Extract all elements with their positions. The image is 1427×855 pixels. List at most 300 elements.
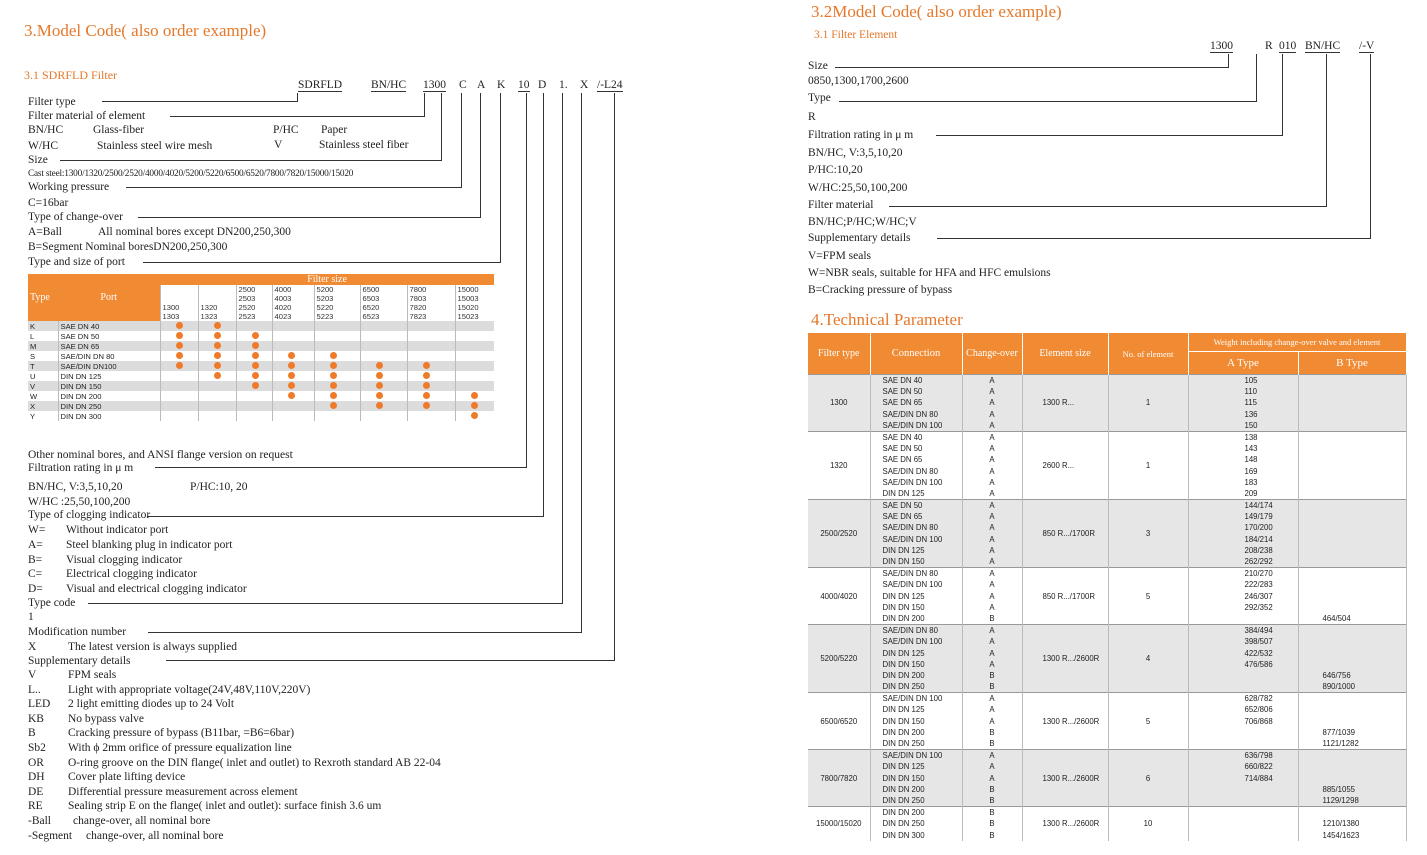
- cell-line: DIN DN 150: [882, 716, 925, 726]
- element-size-cell: 1300 R...: [1022, 375, 1108, 432]
- cell-line: A: [989, 534, 995, 544]
- cell-line: 636/798: [1244, 751, 1273, 761]
- availability-cell: [272, 341, 314, 351]
- cell-line: SAE DN 65: [882, 512, 923, 522]
- available-dot-icon: [288, 372, 295, 379]
- clogging-indicator-label: Type of clogging indicator: [28, 509, 151, 521]
- text: Other nominal bores, and ANSI flange version on request: [28, 449, 293, 461]
- supplementary-desc: FPM seals: [68, 669, 117, 681]
- text: Glass-fiber: [93, 124, 145, 136]
- supplementary-code: Sb2: [28, 742, 46, 754]
- cell-line: SAE/DIN DN 100: [882, 477, 943, 487]
- change-over-cell: [962, 568, 1022, 625]
- code-part: BN/HC: [371, 79, 407, 91]
- change-over-header: Change-over: [962, 333, 1022, 375]
- size-column-header: [272, 285, 314, 321]
- availability-cell: [198, 391, 236, 401]
- available-dot-icon: [252, 362, 259, 369]
- table-row: [28, 361, 494, 371]
- availability-cell: [314, 401, 360, 411]
- size-column-header: [314, 285, 360, 321]
- table-row: [808, 693, 1406, 750]
- cell-line: DIN DN 150: [882, 557, 925, 566]
- table-row: [28, 331, 494, 341]
- availability-cell: [272, 361, 314, 371]
- cell-line: B: [989, 682, 995, 692]
- available-dot-icon: [252, 372, 259, 379]
- size-label: 2523: [238, 312, 256, 321]
- availability-cell: [160, 381, 198, 391]
- availability-cell: [236, 411, 272, 421]
- element-size-cell: 1300 R.../2600R: [1022, 750, 1108, 807]
- cell-line: A: [989, 602, 995, 612]
- port-name: SAE DN 65: [58, 341, 160, 351]
- cell-line: [1245, 784, 1295, 795]
- cell-line: 105: [1244, 376, 1258, 385]
- size-label: 15000: [457, 285, 479, 294]
- cell-line: A: [989, 512, 995, 522]
- cell-line: SAE DN 40: [882, 376, 923, 385]
- cell-line: A: [989, 523, 995, 533]
- indicator-desc: Steel blanking plug in indicator port: [66, 538, 233, 551]
- available-dot-icon: [376, 392, 383, 399]
- cell-line: DIN DN 150: [882, 659, 925, 669]
- availability-cell: [198, 401, 236, 411]
- filter-type-cell: 6500/6520: [808, 693, 870, 750]
- port-type-code: S: [30, 351, 36, 361]
- size-label: 1323: [200, 312, 218, 321]
- code-part: X: [580, 79, 589, 91]
- cell-line: DIN DN 125: [882, 648, 925, 658]
- code-part: K: [497, 79, 506, 91]
- code-part: 1300: [423, 79, 446, 91]
- cell-line: A: [989, 545, 995, 555]
- cell-line: DIN DN 150: [882, 773, 925, 783]
- cell-line: [1323, 750, 1403, 761]
- available-dot-icon: [423, 392, 430, 399]
- cell-line: 1454/1623: [1322, 830, 1360, 840]
- availability-cell: [407, 351, 455, 361]
- connection-cell: [870, 568, 962, 625]
- port-name: DIN DN 300: [58, 411, 160, 421]
- available-dot-icon: [176, 322, 183, 329]
- cell-line: 150: [1244, 420, 1258, 430]
- availability-cell: [455, 351, 494, 361]
- table-row: [808, 431, 1406, 499]
- availability-cell: [407, 361, 455, 371]
- availability-cell: [407, 331, 455, 341]
- availability-cell: [272, 371, 314, 381]
- cell-line: 246/307: [1244, 591, 1273, 601]
- element-code-line: Filter material: [808, 199, 874, 211]
- table-row: [808, 568, 1406, 625]
- cell-line: A: [989, 409, 995, 419]
- connection-cell: [870, 807, 962, 841]
- cell-line: [1323, 534, 1403, 545]
- availability-cell: [236, 381, 272, 391]
- port-name: DIN DN 250: [58, 401, 160, 411]
- indicator-desc: Without indicator port: [66, 524, 169, 536]
- available-dot-icon: [471, 412, 478, 419]
- availability-cell: [236, 341, 272, 351]
- text: W/HC: [28, 140, 59, 152]
- port-name: DIN DN 200: [58, 391, 160, 401]
- cell-line: 169: [1244, 466, 1258, 476]
- change-over-cell: [962, 693, 1022, 750]
- cell-line: SAE/DIN DN 80: [882, 626, 938, 636]
- cell-line: SAE/DIN DN 80: [882, 569, 938, 579]
- type-header: Type: [28, 274, 58, 321]
- text: V: [274, 139, 283, 151]
- port-type-code: L: [30, 331, 35, 341]
- supplementary-code: DH: [28, 771, 45, 784]
- cell-line: [1323, 648, 1403, 659]
- text: BN/HC: [28, 124, 64, 136]
- a-type-cell: [1188, 568, 1298, 625]
- availability-cell: [407, 391, 455, 401]
- cell-line: A: [989, 773, 995, 783]
- cell-line: 464/504: [1322, 613, 1351, 623]
- size-column-header: [407, 285, 455, 321]
- a-type-cell: [1188, 807, 1298, 841]
- availability-cell: [455, 331, 494, 341]
- element-size-cell: 2600 R...: [1022, 431, 1108, 499]
- element-size-cell: 850 R.../1700R: [1022, 500, 1108, 568]
- code-part: SDRFLD: [298, 79, 343, 91]
- cell-line: 110: [1244, 387, 1257, 397]
- indicator-code: D=: [28, 583, 43, 596]
- cell-line: 628/782: [1244, 694, 1273, 704]
- connection-cell: [870, 500, 962, 568]
- cell-line: DIN DN 200: [882, 670, 925, 680]
- cell-line: DIN DN 200: [882, 727, 925, 737]
- cell-line: [1323, 443, 1403, 454]
- cell-line: [1323, 488, 1403, 499]
- code-part: A: [477, 79, 486, 91]
- cell-line: SAE DN 50: [882, 387, 923, 397]
- element-code-line: BN/HC, V:3,5,10,20: [808, 147, 903, 159]
- cell-line: B: [989, 830, 995, 840]
- cell-line: SAE/DIN DN 100: [882, 694, 943, 704]
- text: BN/HC, V:3,5,10,20: [28, 481, 123, 493]
- element-code-line: Filtration rating in μ m: [808, 129, 914, 141]
- port-name: SAE/DIN DN 80: [58, 351, 160, 361]
- cell-line: [1323, 420, 1403, 431]
- table-row: [28, 371, 494, 381]
- size-label: 1303: [162, 312, 180, 321]
- availability-cell: [455, 371, 494, 381]
- available-dot-icon: [330, 392, 337, 399]
- cell-line: [1323, 659, 1403, 670]
- cell-line: SAE/DIN DN 80: [882, 523, 938, 533]
- availability-cell: [198, 351, 236, 361]
- element-code-line: BN/HC;P/HC;W/HC;V: [808, 216, 917, 228]
- element-code-line: W=NBR seals, suitable for HFA and HFC emulsions: [808, 267, 1051, 279]
- b-type-cell: [1298, 750, 1406, 807]
- code-part: /-L24: [597, 79, 623, 91]
- supplementary-code: B: [28, 727, 36, 740]
- cell-line: A: [989, 705, 995, 715]
- element-code-line: Type: [808, 92, 831, 104]
- available-dot-icon: [288, 392, 295, 399]
- available-dot-icon: [330, 402, 337, 409]
- availability-cell: [272, 331, 314, 341]
- cell-line: 115: [1244, 398, 1257, 408]
- cell-line: SAE/DIN DN 100: [882, 751, 943, 761]
- text: Stainless steel fiber: [319, 139, 409, 151]
- cell-line: SAE/DIN DN 100: [882, 534, 943, 544]
- cell-line: DIN DN 125: [882, 762, 925, 772]
- element-code-line: Size: [808, 60, 828, 72]
- available-dot-icon: [376, 372, 383, 379]
- cell-line: 208/238: [1244, 545, 1273, 555]
- availability-cell: [360, 361, 407, 371]
- cell-line: [1245, 738, 1295, 749]
- b-type-cell: [1298, 375, 1406, 432]
- supplementary-desc: Cracking pressure of bypass (B11bar, =B6=6bar): [68, 727, 295, 740]
- availability-cell: [314, 391, 360, 401]
- availability-cell: [198, 341, 236, 351]
- text: W/HC :25,50,100,200: [28, 496, 131, 508]
- cell-line: A: [989, 569, 995, 579]
- availability-cell: [160, 411, 198, 421]
- cell-line: DIN DN 125: [882, 488, 925, 498]
- b-type-header: B Type: [1298, 352, 1406, 375]
- availability-cell: [360, 401, 407, 411]
- element-code-line: B=Cracking pressure of bypass: [808, 284, 953, 296]
- supplementary-code: OR: [28, 756, 44, 769]
- availability-cell: [455, 381, 494, 391]
- cell-line: 398/507: [1244, 637, 1273, 647]
- availability-cell: [314, 381, 360, 391]
- filter-type-cell: 5200/5220: [808, 625, 870, 693]
- availability-cell: [198, 331, 236, 341]
- availability-cell: [236, 391, 272, 401]
- cell-line: DIN DN 200: [882, 784, 925, 794]
- availability-cell: [314, 341, 360, 351]
- availability-cell: [455, 411, 494, 421]
- change-over-cell: [962, 807, 1022, 841]
- cell-line: [1245, 830, 1295, 841]
- right-subtitle: 3.1 Filter Element: [814, 29, 898, 41]
- availability-cell: [314, 371, 360, 381]
- cell-line: 148: [1244, 455, 1258, 465]
- supplementary-code: V: [28, 669, 37, 681]
- port-type-code: W: [30, 391, 38, 401]
- port-name: SAE DN 40: [58, 321, 160, 331]
- cell-line: [1323, 454, 1403, 465]
- change-over-cell: [962, 500, 1022, 568]
- cell-line: [1323, 397, 1403, 408]
- supplementary-desc: 2 light emitting diodes up to 24 Volt: [68, 698, 235, 711]
- indicator-desc: Electrical clogging indicator: [66, 568, 197, 581]
- port-type-code: V: [28, 381, 58, 391]
- cell-line: SAE DN 65: [882, 455, 923, 465]
- availability-cell: [160, 361, 198, 371]
- b-type-cell: [1298, 693, 1406, 750]
- availability-cell: [236, 401, 272, 411]
- availability-cell: [198, 371, 236, 381]
- availability-cell: [272, 391, 314, 401]
- cell-line: A: [989, 420, 995, 430]
- available-dot-icon: [176, 332, 183, 339]
- size-label: 4020: [274, 303, 292, 312]
- availability-cell: [407, 381, 455, 391]
- table-row: [28, 381, 494, 391]
- cell-line: B: [989, 808, 995, 818]
- a-type-cell: [1188, 431, 1298, 499]
- availability-cell: [360, 351, 407, 361]
- available-dot-icon: [376, 402, 383, 409]
- port-type-label: Type and size of port: [28, 256, 125, 268]
- available-dot-icon: [330, 372, 337, 379]
- cell-line: SAE/DIN DN 100: [882, 420, 943, 430]
- connection-header: Connection: [870, 333, 962, 375]
- availability-cell: [160, 401, 198, 411]
- availability-cell: [272, 401, 314, 411]
- cell-line: DIN DN 125: [882, 545, 925, 555]
- port-type-code: T: [28, 361, 58, 371]
- available-dot-icon: [288, 382, 295, 389]
- available-dot-icon: [176, 342, 183, 349]
- cell-line: [1323, 500, 1403, 511]
- text: Stainless steel wire mesh: [97, 140, 213, 152]
- table-row: [28, 321, 494, 331]
- cell-line: DIN DN 200: [882, 808, 925, 818]
- code-part: /-V: [1359, 40, 1375, 52]
- availability-cell: [360, 331, 407, 341]
- available-dot-icon: [214, 322, 221, 329]
- right-title: 3.2Model Code( also order example): [811, 2, 1062, 21]
- cell-line: SAE DN 50: [882, 501, 923, 511]
- size-label: 5200: [316, 285, 334, 294]
- cell-line: DIN DN 150: [882, 602, 925, 612]
- cell-line: [1245, 613, 1295, 624]
- indicator-code: B=: [28, 553, 43, 566]
- size-label: 7800: [409, 285, 427, 294]
- availability-cell: [455, 341, 494, 351]
- element-code-line: Supplementary details: [808, 232, 911, 244]
- technical-parameter-table: [808, 333, 1407, 841]
- cell-line: [1245, 670, 1295, 681]
- availability-cell: [314, 331, 360, 341]
- port-name: DIN DN 125: [58, 371, 160, 381]
- cell-line: 885/1055: [1322, 784, 1356, 794]
- code-part: 010: [1279, 40, 1297, 52]
- size-column-header: [455, 285, 494, 321]
- cell-line: 660/822: [1244, 762, 1273, 772]
- availability-cell: [160, 321, 198, 331]
- filter-type-cell: 1320: [808, 431, 870, 499]
- connection-cell: [870, 375, 962, 432]
- cell-line: B: [989, 670, 995, 680]
- change-over-label: Type of change-over: [28, 211, 123, 223]
- filter-type-cell: 4000/4020: [808, 568, 870, 625]
- availability-cell: [360, 391, 407, 401]
- availability-cell: [160, 351, 198, 361]
- filter-type-label: Filter type: [28, 96, 76, 108]
- table-row: [28, 341, 494, 351]
- availability-cell: [198, 361, 236, 371]
- size-label: 5223: [316, 312, 334, 321]
- cell-line: [1323, 568, 1403, 579]
- cell-line: 877/1039: [1322, 727, 1356, 737]
- cell-line: A: [989, 694, 995, 704]
- availability-cell: [455, 391, 494, 401]
- port-type-code: X: [28, 401, 58, 411]
- element-count-cell: 1: [1108, 375, 1188, 432]
- cell-line: [1323, 556, 1403, 567]
- cell-line: 144/174: [1244, 501, 1273, 511]
- text: P/HC:10, 20: [190, 481, 248, 493]
- availability-cell: [360, 321, 407, 331]
- available-dot-icon: [423, 362, 430, 369]
- size-column-header: [360, 285, 407, 321]
- element-size-cell: 1300 R.../2600R: [1022, 693, 1108, 750]
- cell-line: [1245, 795, 1295, 806]
- cell-line: [1323, 375, 1403, 386]
- cell-line: [1323, 693, 1403, 704]
- size-label: 2503: [238, 294, 256, 303]
- cell-line: [1245, 727, 1295, 738]
- size-label: 7823: [409, 312, 427, 321]
- available-dot-icon: [376, 382, 383, 389]
- table-row: [808, 500, 1406, 568]
- a-type-cell: [1188, 500, 1298, 568]
- available-dot-icon: [423, 372, 430, 379]
- text: C=16bar: [28, 197, 69, 209]
- cell-line: A: [989, 477, 995, 487]
- cell-line: B: [989, 739, 995, 748]
- availability-cell: [236, 331, 272, 341]
- code-part: 10: [518, 79, 530, 91]
- change-over-cell: [962, 375, 1022, 432]
- filter-type-cell: 1300: [808, 375, 870, 432]
- size-label: 1300: [162, 303, 180, 312]
- cell-line: A: [989, 751, 995, 761]
- size-label: 15003: [457, 294, 479, 303]
- cell-line: B: [989, 727, 995, 737]
- element-code-line: 0850,1300,1700,2600: [808, 75, 909, 87]
- available-dot-icon: [288, 352, 295, 359]
- availability-cell: [236, 351, 272, 361]
- type-code-label: Type code: [28, 597, 76, 609]
- cell-line: 210/270: [1244, 569, 1273, 579]
- cell-line: SAE/DIN DN 80: [882, 466, 938, 476]
- port-type-code: M: [28, 341, 58, 351]
- cell-line: 136: [1244, 409, 1258, 419]
- code-part: 1300: [1210, 40, 1233, 52]
- cell-line: [1323, 579, 1403, 590]
- port-type-code: K: [28, 321, 58, 331]
- cell-line: A: [989, 501, 995, 511]
- cell-line: [1323, 522, 1403, 533]
- availability-cell: [314, 351, 360, 361]
- cell-line: 292/352: [1244, 602, 1273, 612]
- cell-line: SAE DN 50: [882, 444, 923, 454]
- size-column-header: [236, 285, 272, 321]
- cast-steel-sizes: Cast steel:1300/1320/2500/2520/4000/4020/5200/5220/6500/6520/7800/7820/15000/15020: [28, 169, 354, 179]
- left-subtitle: 3.1 SDRFLD Filter: [24, 68, 118, 82]
- cell-line: 138: [1244, 432, 1258, 442]
- cell-line: 184/214: [1244, 534, 1273, 544]
- element-count-cell: 10: [1108, 807, 1188, 841]
- supplementary-code: DE: [28, 785, 44, 798]
- cell-line: A: [989, 466, 995, 476]
- available-dot-icon: [252, 352, 259, 359]
- cell-line: 183: [1244, 477, 1258, 487]
- modification-label: Modification number: [28, 626, 127, 638]
